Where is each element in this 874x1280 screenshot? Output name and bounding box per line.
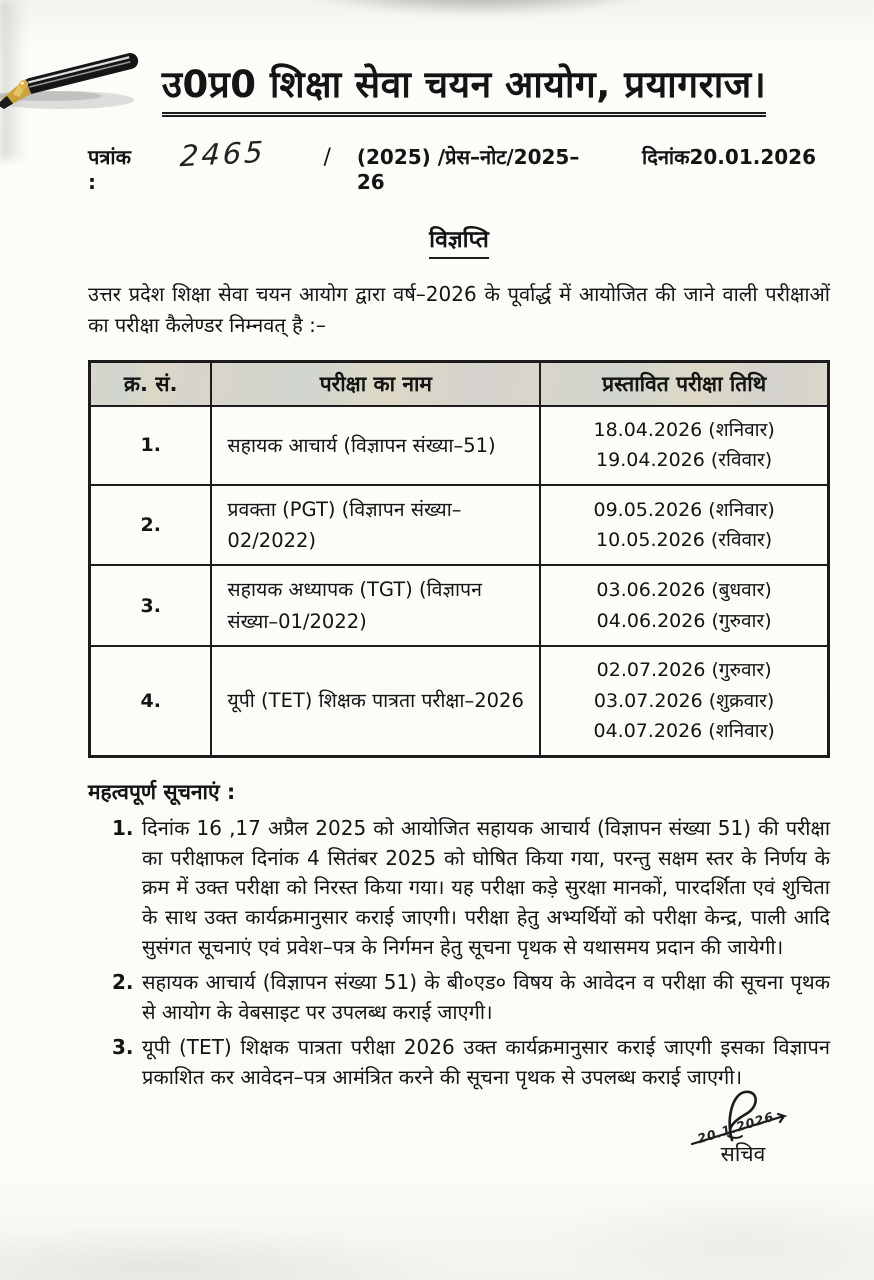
serial-cell: 1. <box>90 406 212 486</box>
note-number: 3. <box>112 1035 134 1060</box>
header-exam-name: परीक्षा का नाम <box>211 361 540 406</box>
table-row <box>90 485 829 565</box>
header-exam-date: प्रस्तावित परीक्षा तिथि <box>540 361 828 406</box>
serial-cell: 3. <box>90 565 212 645</box>
serial-cell: 2. <box>90 485 212 565</box>
note-item <box>88 814 830 962</box>
page-title <box>98 64 830 117</box>
table-header-row <box>90 361 829 406</box>
exam-date-line: 03.06.2026 (बुधवार) <box>596 578 772 601</box>
note-text: सहायक आचार्य (विज्ञापन संख्या 51) के बी०एड० विषय के आवेदन व परीक्षा की सूचना पृथक से आयोग के वेबसाइट पर उपलब्ध कराई जाएगी। <box>142 970 830 1024</box>
commission-name: उ0प्र0 शिक्षा सेवा चयन आयोग, प्रयागराज। <box>162 64 767 117</box>
note-number: 2. <box>112 970 134 995</box>
press-note-reference: (2025) /प्रेस–नोट/2025–26 <box>356 144 580 194</box>
table-row <box>90 646 829 757</box>
signature-block <box>678 1086 808 1168</box>
date-label: दिनांक <box>642 144 690 169</box>
exam-dates-cell <box>540 565 828 645</box>
exam-date-line: 02.07.2026 (गुरुवार) <box>596 658 772 681</box>
table-row <box>90 565 829 645</box>
note-text: दिनांक 16 ,17 अप्रैल 2025 को आयोजित सहायक आचार्य (विज्ञापन संख्या 51) की परीक्षा का परीक्षाफल दिनांक 4 सितंबर 2025 को घोषित किया गया, परन्तु सक्षम स्तर के निर्णय के क्रम में उक्त परीक्षा को निरस्त किया गया। यह परीक्षा कड़े सुरक्षा मानकों, पारदर्शिता एवं शुचिता के साथ उक्त कार्यक्रमानुसार कराई जाएगी। परीक्षा हेतु अभ्यर्थियों को परीक्षा केन्द्र, पाली आदि सुसंगत सूचनाएं एवं प्रवेश–पत्र के निर्गमन हेतु सूचना पृथक से यथासमय प्रदान की जायेगी। <box>142 816 830 959</box>
exam-date-line: 18.04.2026 (शनिवार) <box>593 418 775 441</box>
date-value: 20.01.2026 <box>689 144 816 169</box>
header-serial: क्र. सं. <box>90 361 212 406</box>
exam-date-line: 19.04.2026 (रविवार) <box>596 449 773 472</box>
exam-name-cell: यूपी (TET) शिक्षक पात्रता परीक्षा–2026 <box>211 646 540 757</box>
table-row <box>90 406 829 486</box>
important-notices-list <box>88 814 830 1092</box>
notice-heading: विज्ञप्ति <box>88 222 830 259</box>
exam-date-line: 09.05.2026 (शनिवार) <box>593 498 775 521</box>
signature-handwritten-date: 20.1.2026 <box>695 1108 776 1147</box>
exam-date-line: 03.07.2026 (शुक्रवार) <box>593 689 775 712</box>
important-notices-heading: महत्वपूर्ण सूचनाएं : <box>88 780 236 805</box>
reference-line <box>88 134 830 194</box>
exam-date-line: 04.07.2026 (शनिवार) <box>593 720 775 743</box>
letter-number-handwritten: 2465 <box>178 134 267 173</box>
exam-dates-cell <box>540 646 828 757</box>
exam-name-cell: प्रवक्ता (PGT) (विज्ञापन संख्या–02/2022) <box>211 485 540 565</box>
exam-dates-cell <box>540 485 828 565</box>
note-number: 1. <box>112 816 134 841</box>
exam-calendar-table <box>88 360 830 759</box>
letter-number-label: पत्रांक : <box>88 144 131 194</box>
intro-paragraph: उत्तर प्रदेश शिक्षा सेवा चयन आयोग द्वारा वर्ष–2026 के पूर्वार्द्ध में आयोजित की जाने वाली परीक्षाओं का परीक्षा कैलेण्डर निम्नवत् है :– <box>88 281 830 337</box>
exam-name-cell: सहायक अध्यापक (TGT) (विज्ञापन संख्या–01/2022) <box>211 565 540 645</box>
separator-slash: / <box>323 144 331 170</box>
note-item <box>88 1033 830 1092</box>
serial-cell: 4. <box>90 646 212 757</box>
secretary-title: सचिव <box>720 1142 766 1166</box>
exam-name-cell: सहायक आचार्य (विज्ञापन संख्या–51) <box>211 406 540 486</box>
note-text: यूपी (TET) शिक्षक पात्रता परीक्षा 2026 उक्त कार्यक्रमानुसार कराई जाएगी इसका विज्ञापन प्रकाशित कर आवेदन–पत्र आमंत्रित करने की सूचना पृथक से उपलब्ध कराई जाएगी। <box>142 1035 830 1089</box>
exam-date-line: 10.05.2026 (रविवार) <box>596 529 773 552</box>
exam-date-line: 04.06.2026 (गुरुवार) <box>596 609 772 632</box>
exam-dates-cell <box>540 406 828 486</box>
note-item <box>88 968 830 1027</box>
